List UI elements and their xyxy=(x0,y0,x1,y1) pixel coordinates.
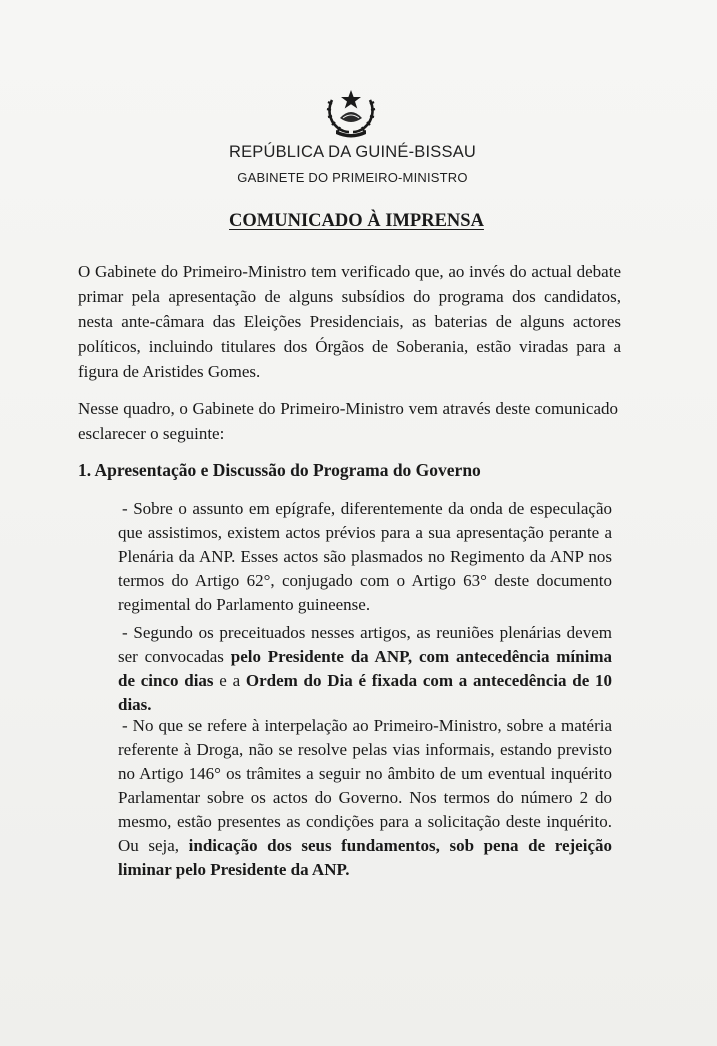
list-item-text: - No que se refere à interpelação ao Primeiro-Ministro, sobre a matéria referente à Droga, não se resolve pelas vias informais, estando previsto no Artigo 146° os trâmites a seguir no âmbito de um eventual inquérito Parlamentar sobre os actos do Governo. Nos termos do número 2 do mesmo, estão presentes as condições para a solicitação deste inquérito. Ou seja, xyxy=(118,716,612,855)
list-item-text: - Sobre o assunto em epígrafe, diferentemente da onda de especulação que assistimos, existem actos prévios para a sua apresentação perante a Plenária da ANP. Esses actos são plasmados no Regimento da ANP nos termos do Artigo 62°, conjugado com o Artigo 63° deste documento regimental do Parlamento guineense. xyxy=(118,499,612,614)
list-item-text: - Segundo os preceituados nesses artigos, as reuniões plenárias devem ser convocadas xyxy=(118,623,612,666)
context-paragraph: Nesse quadro, o Gabinete do Primeiro-Ministro vem através deste comunicado esclarecer o seguinte: xyxy=(78,399,618,443)
list-item-bold-text: indicação dos seus fundamentos, sob pena de rejeição liminar pelo Presidente da ANP. xyxy=(118,836,612,879)
list-item xyxy=(118,714,612,882)
list-item xyxy=(118,621,612,717)
section-heading: 1. Apresentação e Discussão do Programa do Governo xyxy=(78,460,481,480)
list-item-bold-text: Ordem do Dia é fixada com a antecedência de 10 dias. xyxy=(118,671,613,714)
intro-paragraph: O Gabinete do Primeiro-Ministro tem verificado que, ao invés do actual debate primar pela apresentação de alguns subsídios do programa dos candidatos, nesta ante-câmara das Eleições Presidenciais, as baterias de alguns actores políticos, incluindo titulares dos Órgãos de Soberania, estão viradas para a figura de Aristides Gomes. xyxy=(78,262,621,381)
republic-name: REPÚBLICA DA GUINÉ-BISSAU xyxy=(228,143,477,161)
list-item xyxy=(118,497,612,617)
cabinet-name: GABINETE DO PRIMEIRO-MINISTRO xyxy=(237,170,468,185)
list-item-text: e a xyxy=(213,671,246,690)
national-emblem-icon xyxy=(322,88,380,138)
list-item-bold-text: pelo Presidente da ANP, com antecedência mínima de cinco dias xyxy=(118,647,612,690)
document-title: COMUNICADO À IMPRENSA xyxy=(229,211,484,231)
